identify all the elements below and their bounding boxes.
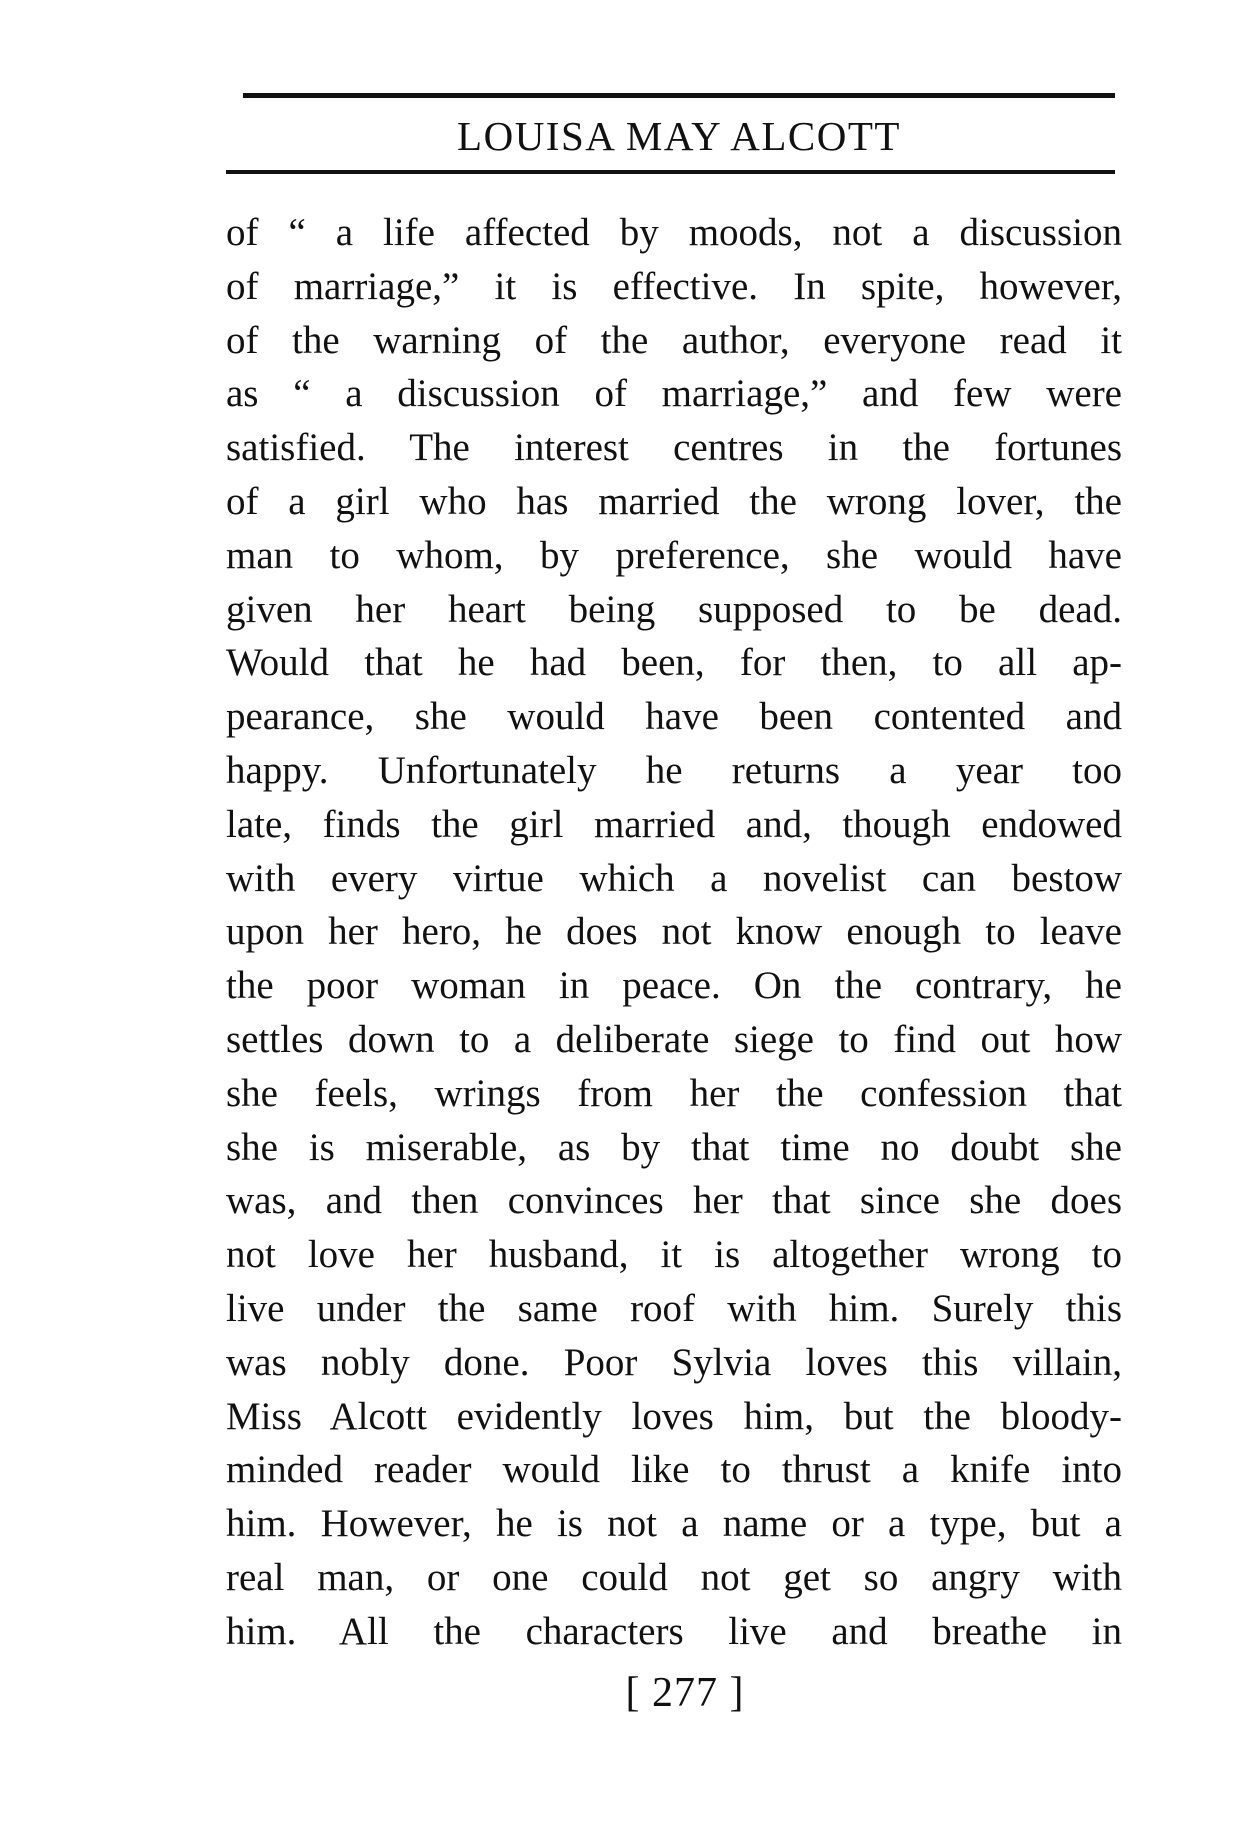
text-line: pearance, she would have been contented and bbox=[226, 695, 1122, 739]
text-line: settles down to a deliberate siege to find out how bbox=[226, 1017, 1122, 1061]
text-line: not love her husband, it is altogether wrong to bbox=[226, 1233, 1122, 1277]
text-line: man to whom, by preference, she would have bbox=[226, 533, 1122, 577]
text-line: him. All the characters live and breathe in bbox=[226, 1609, 1122, 1653]
text-line: she feels, wrings from her the confession that bbox=[226, 1071, 1122, 1115]
text-line: upon her hero, he does not know enough to leave bbox=[226, 910, 1122, 954]
text-line: minded reader would like to thrust a knife into bbox=[226, 1448, 1122, 1492]
text-line: of the warning of the author, everyone read it bbox=[226, 318, 1122, 362]
text-line: real man, or one could not get so angry with bbox=[226, 1555, 1122, 1599]
page-number: [ 277 ] bbox=[625, 1670, 745, 1716]
text-line: Miss Alcott evidently loves him, but the bloody- bbox=[226, 1394, 1122, 1438]
text-line: as “ a discussion of marriage,” and few were bbox=[226, 372, 1122, 416]
text-line: of a girl who has married the wrong lover, the bbox=[226, 479, 1122, 523]
text-line: of marriage,” it is effective. In spite, however, bbox=[226, 264, 1122, 308]
header-rule-top bbox=[243, 93, 1115, 98]
header-rule-bottom bbox=[226, 170, 1115, 174]
text-line: him. However, he is not a name or a type, but a bbox=[226, 1502, 1122, 1546]
text-line: Would that he had been, for then, to all ap- bbox=[226, 641, 1122, 685]
text-line: late, finds the girl married and, though endowed bbox=[226, 802, 1122, 846]
text-line: she is miserable, as by that time no doubt she bbox=[226, 1125, 1122, 1169]
body-text bbox=[226, 206, 1122, 1659]
text-line: happy. Unfortunately he returns a year too bbox=[226, 748, 1122, 792]
text-line: the poor woman in peace. On the contrary, he bbox=[226, 964, 1122, 1008]
text-line: was, and then convinces her that since she does bbox=[226, 1179, 1122, 1223]
text-line: live under the same roof with him. Surely this bbox=[226, 1286, 1122, 1330]
text-line: given her heart being supposed to be dead. bbox=[226, 587, 1122, 631]
text-line: satisfied. The interest centres in the fortunes bbox=[226, 426, 1122, 470]
running-head: LOUISA MAY ALCOTT bbox=[457, 113, 901, 159]
text-line: was nobly done. Poor Sylvia loves this villain, bbox=[226, 1340, 1122, 1384]
text-line: with every virtue which a novelist can bestow bbox=[226, 856, 1122, 900]
text-line: of “ a life affected by moods, not a discussion bbox=[226, 211, 1122, 254]
